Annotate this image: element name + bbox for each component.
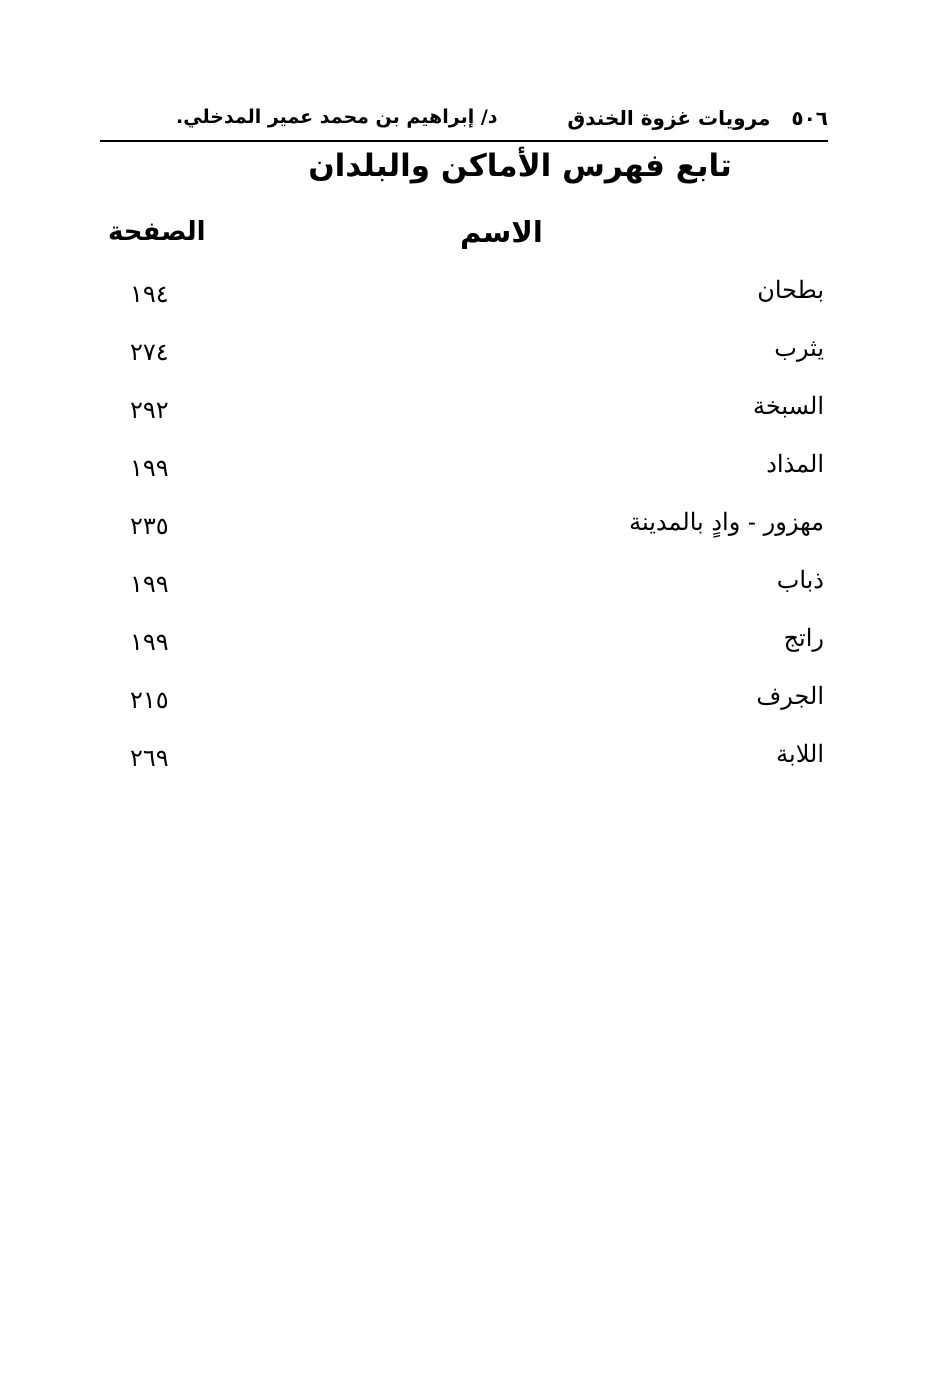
place-name: اللابة: [776, 740, 824, 768]
index-list: [100, 270, 828, 792]
column-header-page: الصفحة: [108, 217, 206, 247]
page-number: ٥٠٦: [791, 106, 828, 130]
page-ref: ٢٣٥: [130, 512, 169, 540]
place-name: راتج: [783, 624, 824, 652]
page-ref: ١٩٤: [130, 280, 169, 308]
index-row: [100, 270, 828, 328]
place-name: ذباب: [776, 566, 824, 594]
page-ref: ١٩٩: [130, 570, 169, 598]
page-ref: ٢٦٩: [130, 744, 169, 772]
header-author: د/ إبراهيم بن محمد عمير المدخلي.: [176, 106, 498, 128]
index-row: [100, 502, 828, 560]
page-ref: ٢٩٢: [130, 396, 169, 424]
index-title: تابع فهرس الأماكن والبلدان: [308, 148, 732, 184]
index-row: [100, 676, 828, 734]
place-name: الجرف: [756, 682, 824, 710]
page-ref: ١٩٩: [130, 628, 169, 656]
index-row: [100, 618, 828, 676]
place-name: بطحان: [757, 276, 824, 304]
running-header: [100, 100, 828, 142]
place-name: يثرب: [774, 334, 824, 362]
column-header-name: الاسم: [460, 215, 543, 249]
place-name: السبخة: [753, 392, 824, 420]
place-name: المذاد: [766, 450, 824, 478]
page-ref: ٢١٥: [130, 686, 169, 714]
index-row: [100, 560, 828, 618]
book-title: مرويات غزوة الخندق: [567, 106, 771, 130]
place-name: مهزور - وادٍ بالمدينة: [629, 508, 824, 536]
page-ref: ١٩٩: [130, 454, 169, 482]
index-row: [100, 328, 828, 386]
header-book-info: [567, 106, 828, 130]
index-row: [100, 734, 828, 792]
index-row: [100, 386, 828, 444]
index-row: [100, 444, 828, 502]
page-ref: ٢٧٤: [130, 338, 169, 366]
